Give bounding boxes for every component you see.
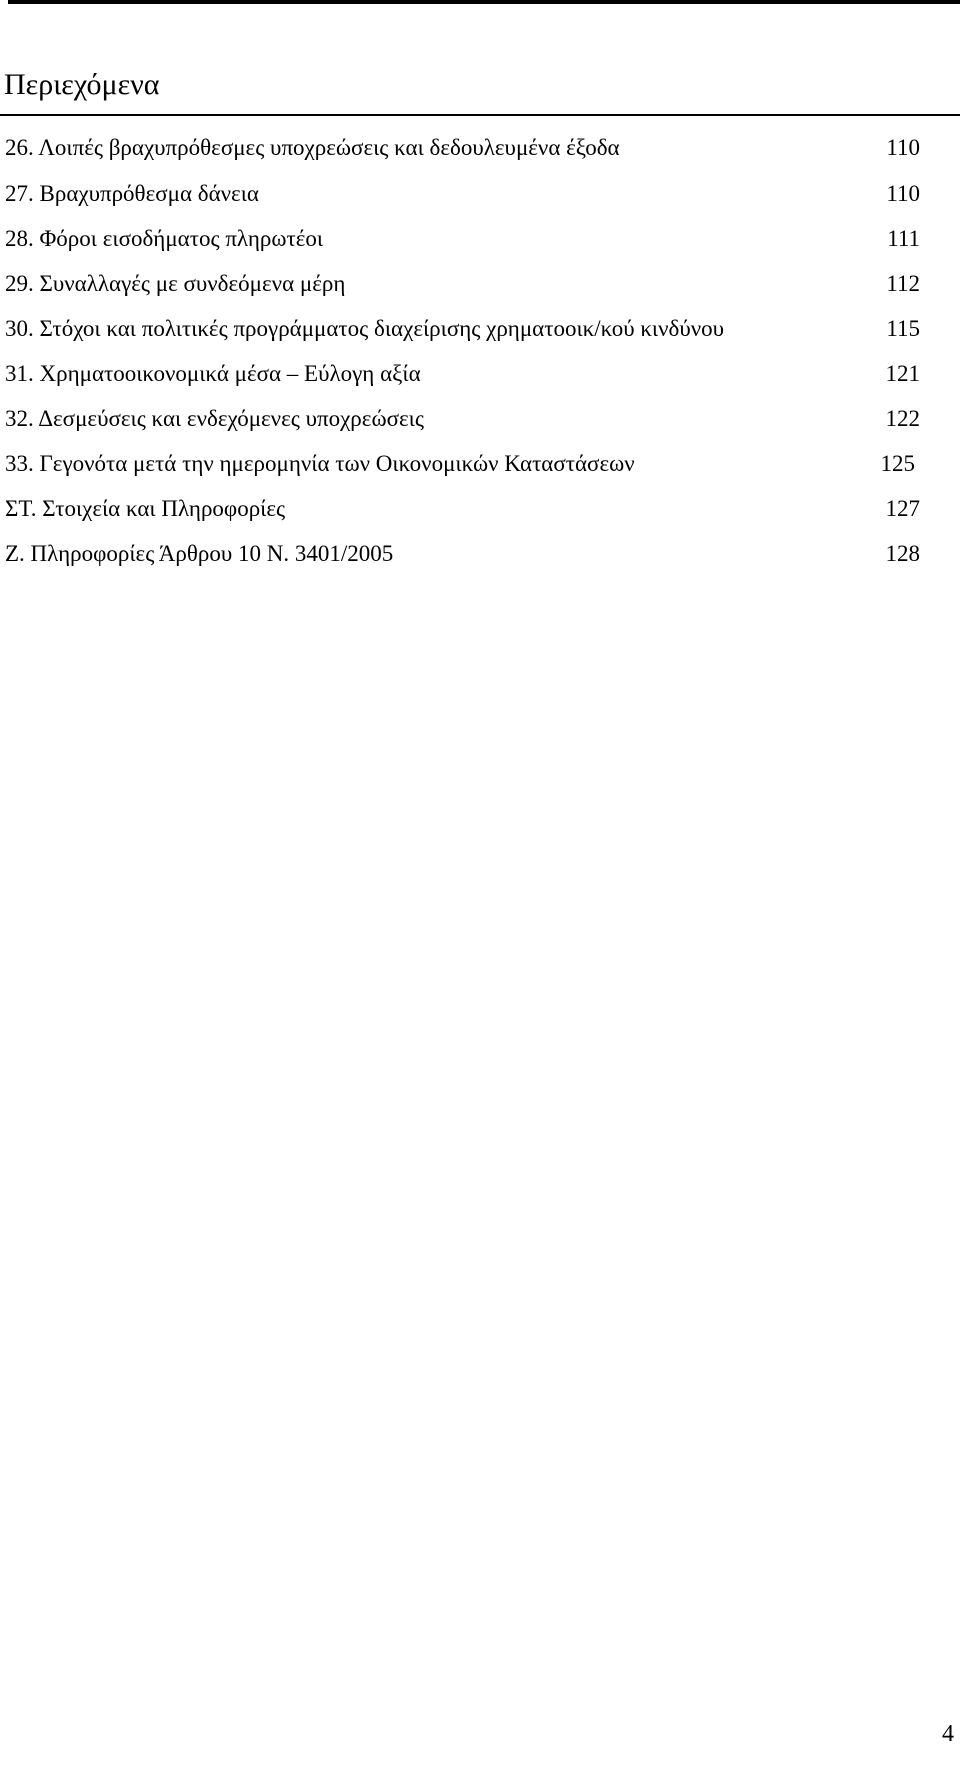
top-border-rule (8, 0, 960, 4)
toc-entry-page: 110 (886, 135, 920, 160)
toc-entry-26[interactable] (0, 131, 960, 165)
toc-entry-page: 121 (885, 361, 920, 386)
toc-entry-page: 128 (885, 541, 920, 566)
toc-entry-label: 28. Φόροι εισοδήματος πληρωτέοι (5, 226, 324, 251)
toc-entry-label: ΣΤ. Στοιχεία και Πληροφορίες (5, 496, 286, 521)
toc-entry-page: 122 (885, 406, 920, 431)
toc-entry-label: 32. Δεσμεύσεις και ενδεχόμενες υποχρεώσεις (5, 406, 424, 431)
toc-entry-30[interactable] (0, 312, 960, 346)
toc-entry-label: 26. Λοιπές βραχυπρόθεσμες υποχρεώσεις και δεδουλευμένα έξοδα (5, 135, 620, 160)
toc-entry-28[interactable] (0, 222, 960, 256)
page-number: 4 (942, 1721, 954, 1747)
toc-entry-label: 31. Χρηματοοικονομικά μέσα – Εύλογη αξία (5, 361, 421, 386)
toc-entry-page: 115 (886, 316, 920, 341)
toc-entry-32[interactable] (0, 402, 960, 436)
page-title: Περιεχόμενα (4, 68, 160, 101)
toc-entry-29[interactable] (0, 267, 960, 301)
toc-entry-label: 33. Γεγονότα μετά την ημερομηνία των Οικονομικών Καταστάσεων (5, 451, 635, 476)
title-underline-rule (0, 114, 960, 116)
toc-entry-label: 30. Στόχοι και πολιτικές προγράμματος διαχείρισης χρηματοοικ/κού κινδύνου (5, 316, 725, 341)
toc-entry-z[interactable] (0, 537, 960, 571)
toc-entry-page: 125 (880, 451, 915, 476)
toc-entry-st[interactable] (0, 492, 960, 526)
toc-entry-label: Ζ. Πληροφορίες Άρθρου 10 Ν. 3401/2005 (5, 541, 394, 566)
toc-entry-31[interactable] (0, 357, 960, 391)
toc-entry-label: 27. Βραχυπρόθεσμα δάνεια (5, 181, 259, 206)
toc-entry-page: 111 (887, 226, 920, 251)
toc-entry-page: 110 (886, 181, 920, 206)
toc-entry-27[interactable] (0, 177, 960, 211)
toc-entry-page: 127 (885, 496, 920, 521)
toc-entry-page: 112 (886, 271, 920, 296)
toc-entry-33[interactable] (0, 447, 960, 481)
toc-entry-label: 29. Συναλλαγές με συνδεόμενα μέρη (5, 271, 346, 296)
